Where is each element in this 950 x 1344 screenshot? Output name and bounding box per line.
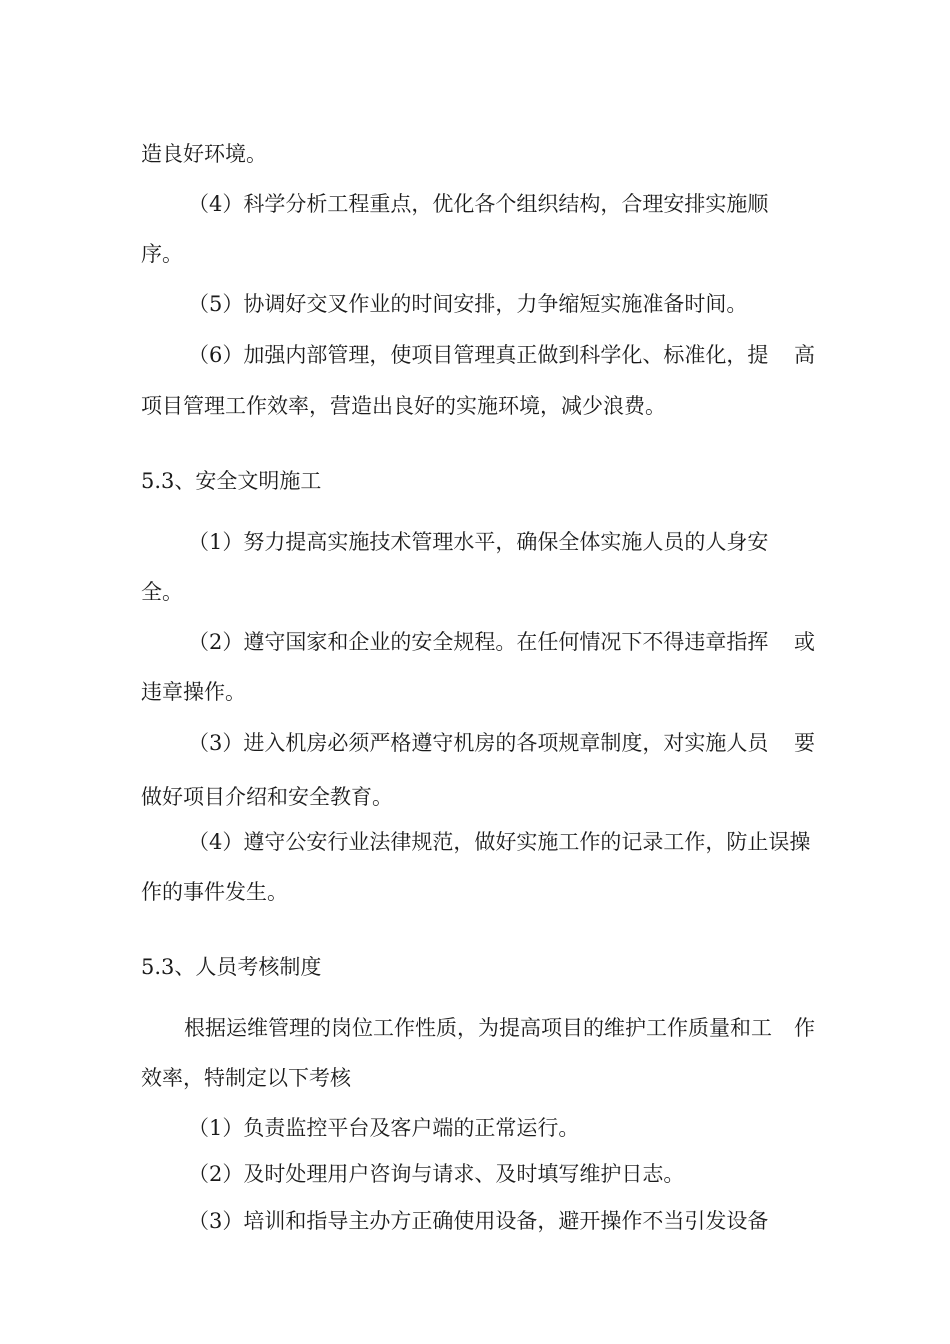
line-text: 或 (794, 630, 815, 654)
paragraph-line (188, 733, 815, 754)
line-text: （3）进入机房必须严格遵守机房的各项规章制度，对实施人员 (188, 731, 769, 755)
paragraph-line: 项目管理工作效率，营造出良好的实施环境，减少浪费。 (141, 394, 666, 418)
paragraph-line: （1）努力提高实施技术管理水平，确保全体实施人员的人身安 (188, 530, 769, 554)
line-text: （2）遵守国家和企业的安全规程。在任何情况下不得违章指挥 (188, 630, 769, 654)
section-heading: 5.3、人员考核制度 (141, 955, 322, 979)
paragraph-line: （4）科学分析工程重点，优化各个组织结构，合理安排实施顺 (188, 192, 769, 216)
line-text: 要 (794, 731, 815, 755)
paragraph-line: （4）遵守公安行业法律规范，做好实施工作的记录工作，防止误操 (188, 830, 811, 854)
line-text: 作 (794, 1016, 815, 1040)
paragraph-line: （1）负责监控平台及客户端的正常运行。 (188, 1116, 580, 1140)
paragraph-line (184, 1018, 815, 1039)
paragraph-line: （2）及时处理用户咨询与请求、及时填写维护日志。 (188, 1162, 685, 1186)
paragraph-line: 作的事件发生。 (141, 880, 288, 904)
paragraph-line: 做好项目介绍和安全教育。 (141, 785, 393, 809)
paragraph-line: 违章操作。 (141, 680, 246, 704)
section-heading: 5.3、安全文明施工 (141, 469, 322, 493)
paragraph-line: 全。 (141, 580, 183, 604)
line-text: （6）加强内部管理，使项目管理真正做到科学化、标准化，提 (188, 343, 769, 367)
paragraph-line: （5）协调好交叉作业的时间安排，力争缩短实施准备时间。 (188, 292, 748, 316)
paragraph-line: 效率，特制定以下考核 (141, 1066, 351, 1090)
paragraph-line: 序。 (141, 242, 183, 266)
paragraph-line (188, 345, 815, 366)
paragraph-line (188, 632, 815, 653)
line-text: 根据运维管理的岗位工作性质，为提高项目的维护工作质量和工 (184, 1016, 772, 1040)
paragraph-line: 造良好环境。 (141, 142, 267, 166)
line-text: 高 (794, 343, 815, 367)
paragraph-line: （3）培训和指导主办方正确使用设备，避开操作不当引发设备 (188, 1209, 769, 1233)
